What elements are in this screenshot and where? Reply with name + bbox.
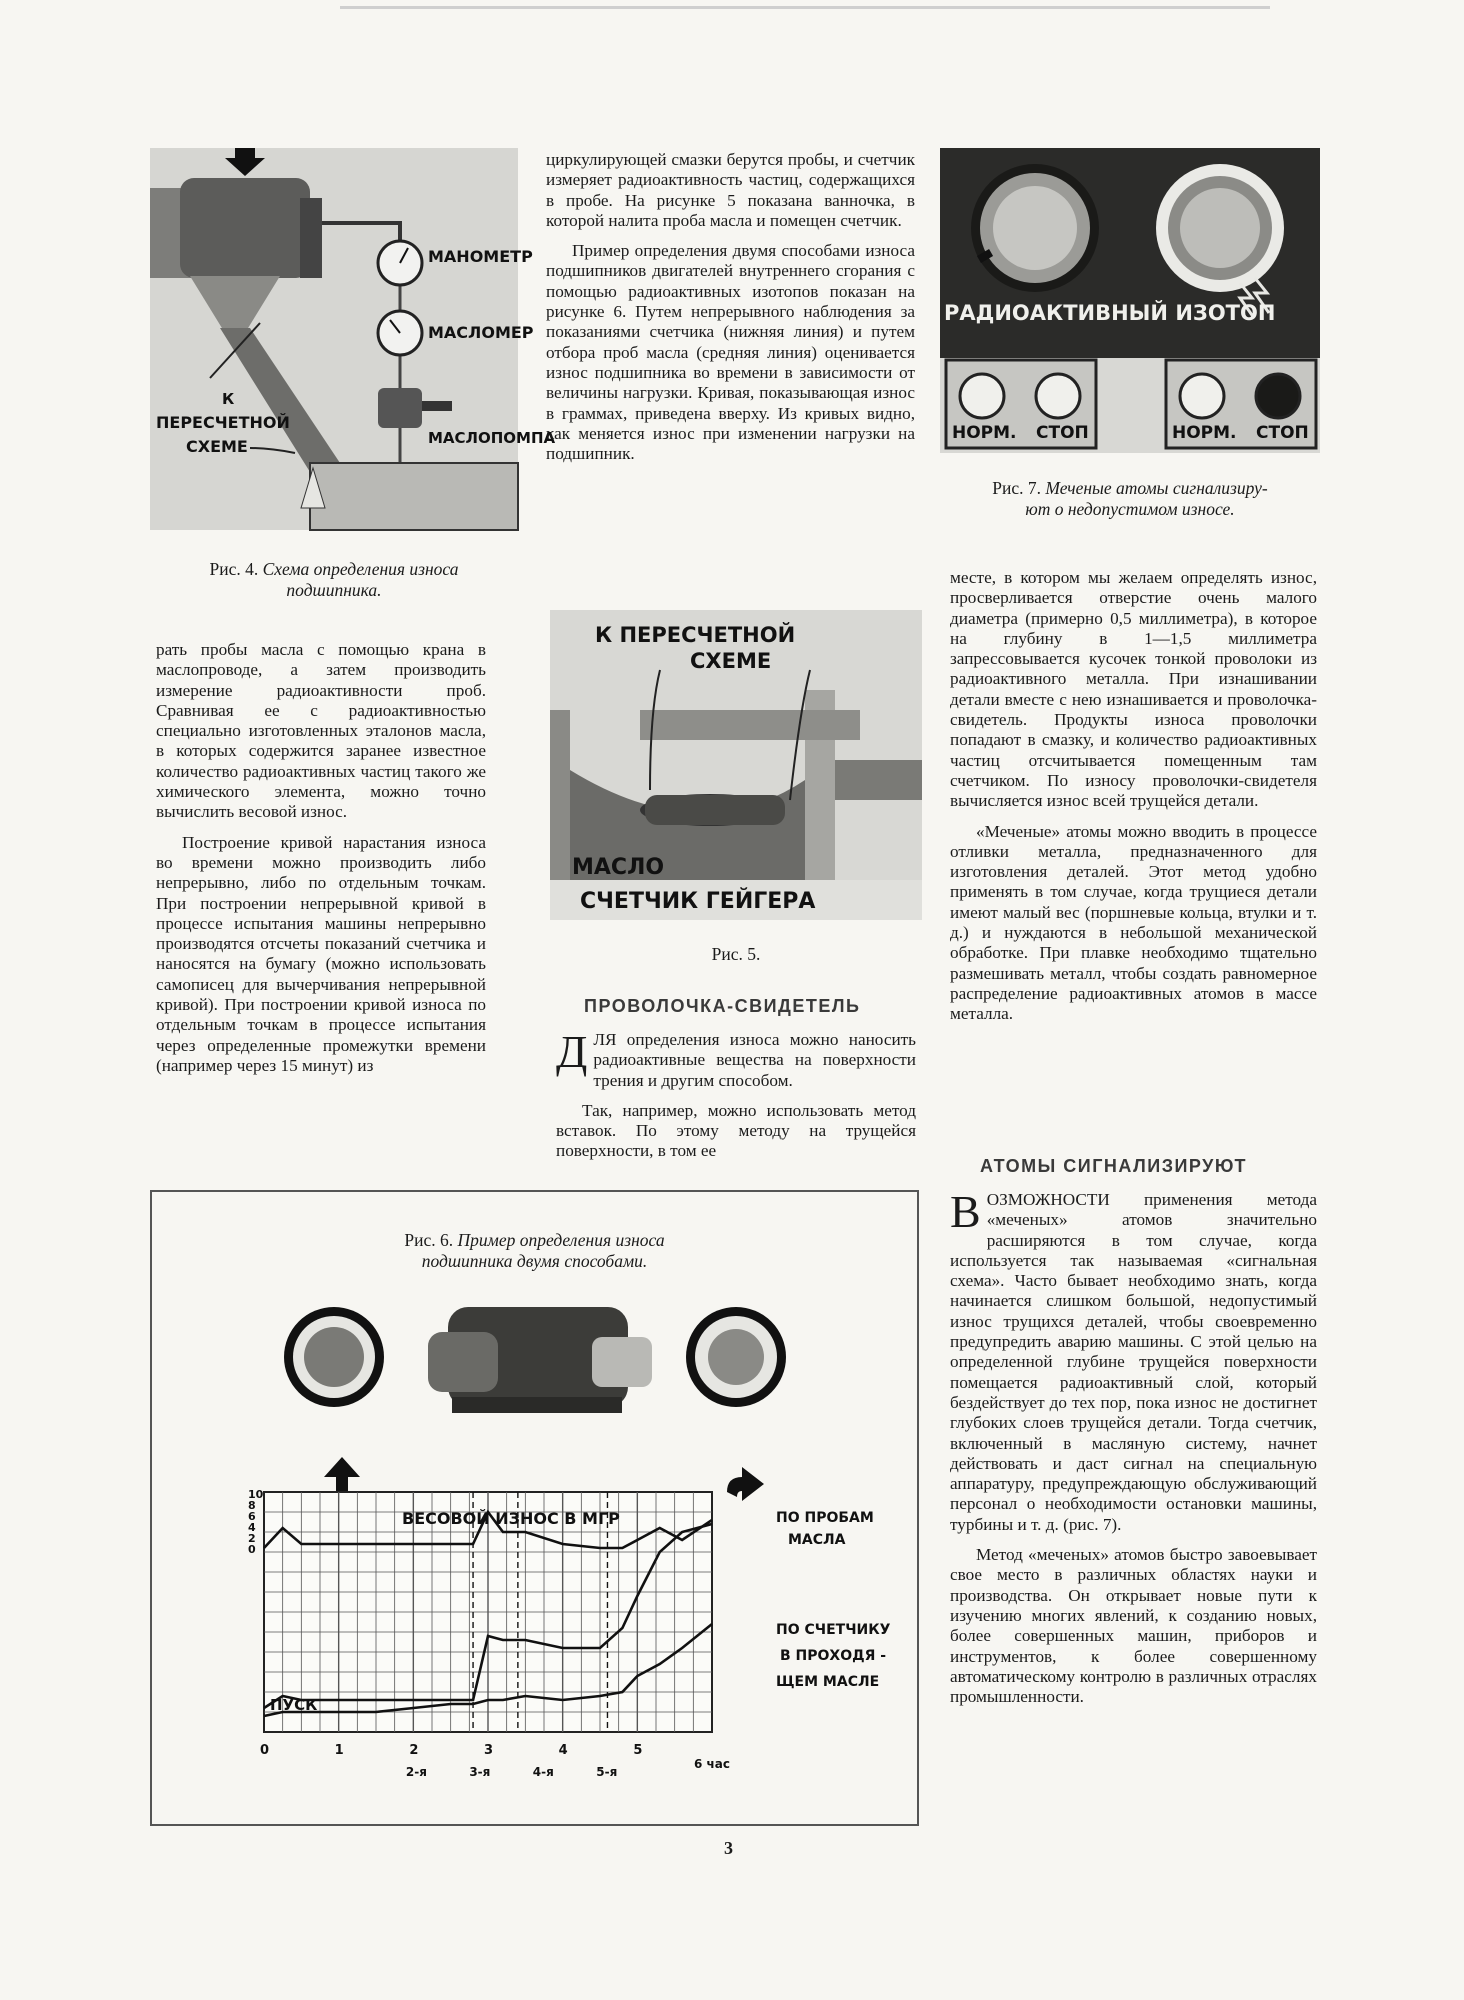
fig4-label-oilmeter: МАСЛОМЕР [428, 323, 534, 342]
fig4-caption-text-1: Схема определения износа [262, 559, 459, 579]
label-counter-1: ПО СЧЕТЧИКУ [776, 1622, 891, 1638]
figure-6-frame [150, 1190, 919, 1826]
label-samples-2: МАСЛА [788, 1532, 846, 1548]
x-tick-label: 4 [558, 1743, 568, 1758]
load-label: 5-я [596, 1765, 618, 1779]
label-hours: 6 час [694, 1757, 730, 1771]
y-tick-label: 6 [248, 1510, 256, 1523]
fig5-label-scheme-2: СХЕМЕ [690, 649, 772, 673]
fig4-label-to-3: СХЕМЕ [186, 437, 248, 456]
figure-5-illustration [550, 610, 922, 920]
column-2-text-bottom [556, 1026, 916, 1162]
fig6-caption-text-1: Пример определения износа [457, 1230, 665, 1250]
fig7-label-stop-left: СТОП [1036, 423, 1089, 443]
fig4-label-to-1: К [222, 390, 235, 408]
column-2-text-top [546, 150, 915, 464]
fig7-label-norm-right: НОРМ. [1172, 423, 1237, 443]
load-label: 4-я [532, 1765, 554, 1779]
load-label: 2-я [405, 1765, 427, 1779]
y-tick-label: 4 [248, 1521, 256, 1534]
col2-paragraph-1: циркулирующей смазки берутся пробы, и счетчик измеряет радиоактивность частиц, содержащихся в пробе. На рисунке 5 показана ванночка, в которой налита проба масла и помещен счетчик. [546, 150, 915, 230]
x-tick-label: 3 [484, 1743, 494, 1758]
fig6-caption-text-2: подшипника двумя способами. [421, 1251, 648, 1271]
y-tick-label: 2 [248, 1532, 256, 1545]
top-rule [340, 6, 1270, 9]
col3-dropcap: В [950, 1186, 981, 1237]
fig7-label-stop-right: СТОП [1256, 423, 1309, 443]
fig7-caption-text-1: Меченые атомы сигнализиру- [1045, 478, 1268, 498]
fig5-label-geiger: СЧЕТЧИК ГЕЙГЕРА [580, 889, 816, 914]
column-3-text-bottom [950, 1186, 1317, 1707]
fig4-caption-num: Рис. 4. [209, 559, 259, 579]
page-number: 3 [724, 1838, 733, 1858]
col3-paragraph-3-text: ОЗМОЖНОСТИ применения метода «меченых» атомов значительно расширяются в том случае, когда используется так называемая «сигнальная схема». Часто бывает необходимо знать, когда начинается слишком большой, недопустимый износ трущихся деталей, чтобы своевременно предупредить аварию машины. С этой целью на определенной глубине трущейся поверхности помещается радиоактивный слой, который бездействует до тех пор, пока износ не достигнет глубоких слоев трущейся детали. Тогда счетчик, включенный в масляную систему, начнет действовать и даст сигнал на специальную аппаратуру, предупреждающую обслуживающий персонал о необходимости остановки машины, турбины и т. д. (рис. 7). [950, 1190, 1317, 1534]
fig4-label-to-2: ПЕРЕСЧЕТНОЙ [156, 413, 290, 432]
fig4-label-manometer: МАНОМЕТР [428, 247, 533, 266]
section-heading-wire-witness: ПРОВОЛОЧКА-СВИДЕТЕЛЬ [584, 996, 861, 1016]
chart-grid [264, 1492, 712, 1732]
fig5-label-scheme-1: К ПЕРЕСЧЕТНОЙ [595, 623, 796, 647]
col3-paragraph-4: Метод «меченых» атомов быстро завоевывает свое место в различных областях науки и производства. Он открывает новые пути к изучению многих явлений, к созданию новых, более совершенных машин, приборов и инструментов, к более совершенному автоматическому контролю в различных отраслях промышленности. [950, 1545, 1317, 1707]
section-heading-atoms-signal: АТОМЫ СИГНАЛИЗИРУЮТ [980, 1156, 1247, 1176]
col2-paragraph-3 [556, 1026, 916, 1091]
column-1-text [156, 640, 486, 1076]
label-counter-3: ЩЕМ МАСЛЕ [776, 1674, 880, 1690]
y-tick-label: 10 [248, 1488, 264, 1501]
label-samples-1: ПО ПРОБАМ [776, 1510, 874, 1526]
y-tick-labels [248, 1488, 264, 1556]
col3-paragraph-2: «Меченые» атомы можно вводить в процессе отливки металла, предназначенного для изготовления деталей. Этот метод удобно применять в том случае, когда трущиеся детали имеют малый вес (поршневые кольца, втулки и т. д.) и нуждаются в небольшой механической обработке. При плавке необходимо тщательно размешивать металл, чтобы создать равномерное распределение радиоактивных атомов в массе металла. [950, 821, 1317, 1024]
fig7-caption-num: Рис. 7. [992, 478, 1041, 498]
x-tick-label: 0 [260, 1743, 270, 1758]
label-counter-2: В ПРОХОДЯ - [780, 1648, 887, 1664]
x-tick-labels [260, 1743, 642, 1779]
fig4-label-oilpump: МАСЛОПОМПА [428, 429, 556, 447]
col2-paragraph-3-text: ЛЯ определения износа можно наносить радиоактивные вещества на поверхности трения и другим способом. [593, 1030, 916, 1090]
col1-paragraph-2: Построение кривой нарастания износа во времени можно производить либо непрерывно, либо по отдельным точкам. При построении непрерывной кривой в процессе испытания машины непрерывно производятся отсчеты показаний счетчика и наносятся на бумагу (можно использовать самописец для вычерчивания непрерывной кривой). При построении кривой износа по отдельным точкам в процессе испытания через определенные промежутки времени (например через 15 минут) из [156, 832, 486, 1075]
x-tick-label: 2 [409, 1743, 419, 1758]
fig7-caption-text-2: ют о недопустимом износе. [1025, 499, 1235, 519]
col2-paragraph-4: Так, например, можно использовать метод вставок. По этому методу на трущейся поверхности, в том ее [556, 1100, 916, 1161]
figure-7-caption [940, 478, 1320, 520]
col3-paragraph-1: месте, в котором мы желаем определять износ, просверливается отверстие очень малого диаметра (примерно 0,5 миллиметра), в которое на глубину в 1—1,5 миллиметра запрессовывается кусочек тонкой проволоки из радиоактивного металла. При изнашивании детали вместе с нею изнашивается и проволочка-свидетель. Продукты износа проволочки попадают в смазку, и количество радиоактивных частиц отсчитывается помещенным там счетчиком. По износу проволочки-свидетеля вычисляется износ всей трущейся детали. [950, 568, 1317, 811]
fig7-label-norm-left: НОРМ. [952, 423, 1017, 443]
figure-6-svg [152, 1192, 917, 1824]
col2-dropcap: Д [556, 1026, 588, 1077]
fig5-label-oil: МАСЛО [572, 855, 665, 880]
col2-paragraph-2: Пример определения двумя способами износа подшипников двигателей внутреннего сгорания с помощью радиоактивных изотопов показан на рисунке 6. Путем непрерывного наблюдения за показаниями счетчика (нижняя линия) и путем отбора проб масла (средняя линия) оценивается износ подшипника во времени в зависимости от величины нагрузки. Кривая, показывающая износ в граммах, приведена вверху. Из кривых видно, как меняется износ при изменении нагрузки на подшипник. [546, 241, 915, 464]
column-3-text-top [950, 568, 1317, 1025]
figure-7-illustration [940, 148, 1320, 453]
x-tick-label: 1 [334, 1743, 344, 1758]
y-tick-label: 8 [248, 1499, 256, 1512]
load-label: 3-я [469, 1765, 491, 1779]
fig7-label-isotope: РАДИОАКТИВНЫЙ ИЗОТОП [944, 301, 1276, 325]
figure-5-caption: Рис. 5. [711, 944, 761, 964]
col3-paragraph-3 [950, 1186, 1317, 1535]
label-start: ПУСК [270, 1696, 318, 1714]
fig4-caption-text-2: подшипника. [286, 580, 382, 600]
y-tick-label: 0 [248, 1543, 256, 1556]
fig6-caption-num: Рис. 6. [404, 1230, 454, 1250]
chart-title: ВЕСОВОЙ ИЗНОС В МГР [402, 1509, 620, 1528]
x-tick-label: 5 [633, 1743, 643, 1758]
figure-4-illustration [150, 148, 556, 530]
col1-paragraph-1: рать пробы масла с помощью крана в маслопроводе, а затем производить измерение радиоактивности проб. Сравнивая ее с радиоактивностью специально изготовленных эталонов масла, в которых содержится заранее известное количество радиоактивных частиц такого же химического элемента, можно точно вычислить весовой износ. [156, 640, 486, 822]
figure-4-caption [150, 559, 518, 601]
